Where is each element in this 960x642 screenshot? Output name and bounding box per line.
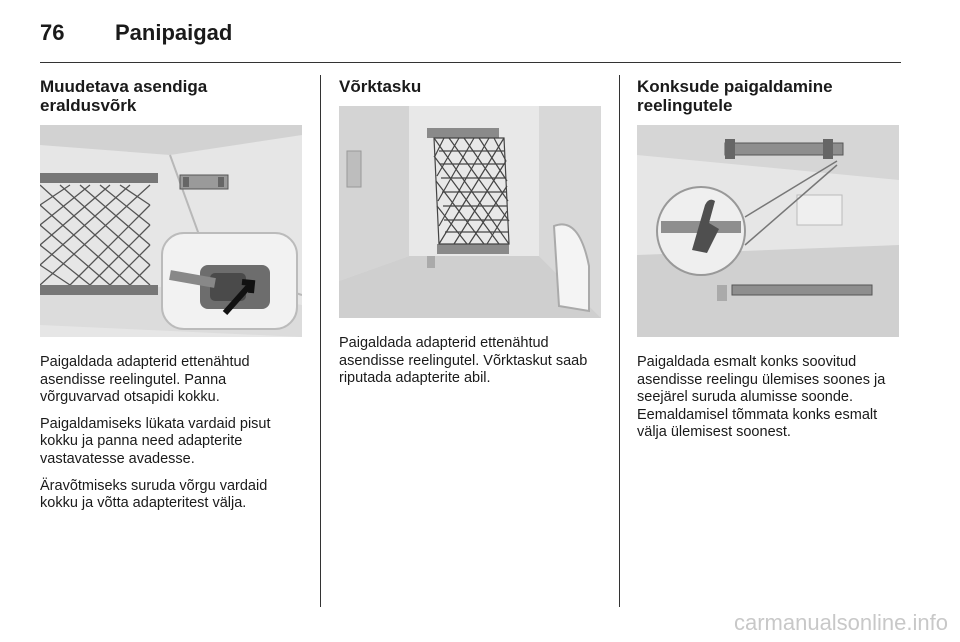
paragraph: Paigaldada adapterid ettenähtud asendisse reelingutel. Võrktaskut saab riputada adapterite abil. bbox=[339, 335, 588, 387]
paragraph: Paigaldada esmalt konks soovitud asendisse reelingu ülemises soones ja seejärel suruda alumisse soonde. Eemaldamisel tõmmata konks esmalt välja ülemisest soonest. bbox=[637, 354, 886, 441]
section-heading: Konksude paigaldamine reelingutele bbox=[637, 77, 833, 115]
page-number: 76 bbox=[40, 20, 65, 45]
column-divider-2 bbox=[619, 75, 620, 607]
section-adjustable-net bbox=[40, 77, 305, 522]
section-heading: Muudetava asendiga eraldusvõrk bbox=[40, 77, 208, 115]
section-net-pocket bbox=[339, 77, 601, 397]
section-heading: Võrktasku bbox=[339, 77, 422, 96]
paragraph: Äravõtmiseks suruda võrgu vardaid kokku ja võtta adapteritest välja. bbox=[40, 477, 268, 512]
chapter-title: Panipaigad bbox=[115, 20, 233, 45]
header-rule bbox=[40, 62, 901, 63]
hook-rail-illustration-icon bbox=[637, 125, 899, 337]
cargo-net-adapter-illustration-icon bbox=[40, 125, 302, 337]
column-divider-1 bbox=[320, 75, 321, 607]
net-pocket-illustration-icon bbox=[339, 106, 601, 318]
paragraph: Paigaldada adapterid ettenähtud asendisse reelingutel. Panna võrguvarvad otsapidi kokku. bbox=[40, 354, 250, 406]
paragraph: Paigaldamiseks lükata vardaid pisut kokku ja panna need adapterite vastavatesse avadesse. bbox=[40, 415, 271, 467]
section-hooks-on-rails bbox=[637, 77, 899, 451]
watermark: carmanualsonline.info bbox=[733, 610, 948, 635]
